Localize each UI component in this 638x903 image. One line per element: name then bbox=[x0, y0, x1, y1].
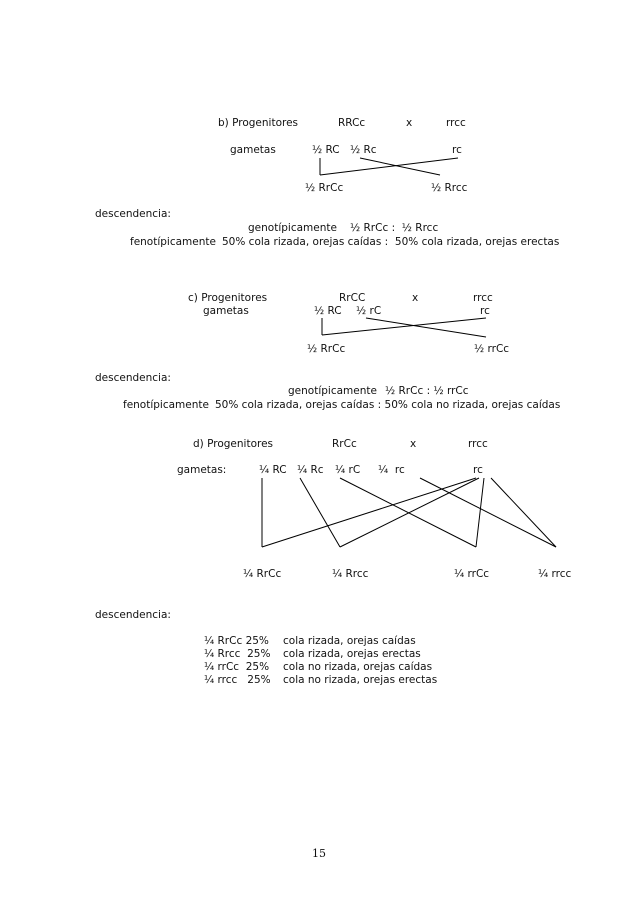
c-gamete-1: ½ RC bbox=[314, 305, 342, 317]
c-descendencia-label: descendencia: bbox=[95, 372, 171, 384]
b-fenotipo-value: 50% cola rizada, orejas caídas : 50% cola rizada, orejas erectas bbox=[222, 236, 560, 248]
b-gamete-2: ½ Rc bbox=[350, 144, 377, 156]
d-result-3-pheno: cola no rizada, orejas caídas bbox=[283, 661, 433, 673]
c-fenotipo-label: fenotípicamente bbox=[123, 399, 209, 411]
b-parent1: RRCc bbox=[338, 117, 366, 129]
c-gamete-2: ½ rC bbox=[356, 305, 382, 317]
d-result-3-geno: ¼ rrCc 25% bbox=[204, 661, 270, 673]
d-gamete-3: ¼ rC bbox=[335, 464, 361, 476]
d-cross: x bbox=[410, 438, 417, 450]
b-gamete-1: ½ RC bbox=[312, 144, 340, 156]
b-genotipo-value: ½ RrCc : ½ Rrcc bbox=[350, 222, 439, 234]
d-line-2-down bbox=[300, 478, 340, 547]
d-result-2-geno: ¼ Rrcc 25% bbox=[204, 648, 271, 660]
c-parent2: rrcc bbox=[473, 292, 493, 304]
d-line-4-down bbox=[420, 478, 556, 547]
d-line-1-to-rc bbox=[262, 478, 476, 547]
b-gamete-3: rc bbox=[452, 144, 462, 156]
c-genotipo-label: genotípicamente bbox=[288, 385, 377, 397]
b-offspring-2: ½ Rrcc bbox=[431, 182, 468, 194]
d-offspring-4: ¼ rrcc bbox=[538, 568, 572, 580]
d-result-4-pheno: cola no rizada, orejas erectas bbox=[283, 674, 438, 686]
c-progenitores-label: c) Progenitores bbox=[188, 292, 268, 304]
c-offspring-2: ½ rrCc bbox=[474, 343, 510, 355]
d-offspring-2: ¼ Rrcc bbox=[332, 568, 369, 580]
c-gamete-3: rc bbox=[480, 305, 490, 317]
c-genotipo-value: ½ RrCc : ½ rrCc bbox=[385, 385, 469, 397]
d-offspring-1: ¼ RrCc bbox=[243, 568, 282, 580]
c-cross: x bbox=[412, 292, 419, 304]
b-line-rc2-to-right bbox=[360, 158, 440, 175]
d-parent1: RrCc bbox=[332, 438, 357, 450]
d-line-4-to-rc bbox=[491, 478, 556, 547]
d-result-1-pheno: cola rizada, orejas caídas bbox=[283, 635, 416, 647]
b-parent2: rrcc bbox=[446, 117, 466, 129]
d-gamete-1: ¼ RC bbox=[259, 464, 287, 476]
c-line-rc-to-right bbox=[366, 318, 486, 337]
d-result-4-geno: ¼ rrcc 25% bbox=[204, 674, 271, 686]
d-result-1-geno: ¼ RrCc 25% bbox=[204, 635, 269, 647]
page-number: 15 bbox=[312, 847, 326, 860]
b-offspring-1: ½ RrCc bbox=[305, 182, 344, 194]
d-gamete-5: rc bbox=[473, 464, 483, 476]
d-result-2-pheno: cola rizada, orejas erectas bbox=[283, 648, 421, 660]
b-cross: x bbox=[406, 117, 413, 129]
b-genotipo-label: genotípicamente bbox=[248, 222, 337, 234]
d-gamete-4: ¼ rc bbox=[378, 464, 405, 476]
d-parent2: rrcc bbox=[468, 438, 488, 450]
b-fenotipo-label: fenotípicamente bbox=[130, 236, 216, 248]
d-cross-lines bbox=[262, 478, 556, 547]
b-line-rc-to-right bbox=[320, 158, 458, 175]
d-gamete-2: ¼ Rc bbox=[297, 464, 324, 476]
d-offspring-3: ¼ rrCc bbox=[454, 568, 490, 580]
c-parent1: RrCC bbox=[339, 292, 366, 304]
b-progenitores-label: b) Progenitores bbox=[218, 117, 299, 129]
c-line-to-right bbox=[322, 318, 486, 335]
d-progenitores-label: d) Progenitores bbox=[193, 438, 274, 450]
c-fenotipo-value: 50% cola rizada, orejas caídas : 50% cola no rizada, orejas caídas bbox=[215, 399, 561, 411]
b-cross-lines bbox=[320, 158, 458, 175]
b-gametas-label: gametas bbox=[230, 144, 276, 156]
c-offspring-1: ½ RrCc bbox=[307, 343, 346, 355]
c-gametas-label: gametas bbox=[203, 305, 249, 317]
d-gametas-label: gametas: bbox=[177, 464, 227, 476]
d-line-3-to-rc bbox=[476, 478, 484, 547]
b-descendencia-label: descendencia: bbox=[95, 208, 171, 220]
c-cross-lines bbox=[322, 318, 486, 337]
d-descendencia-label: descendencia: bbox=[95, 609, 171, 621]
